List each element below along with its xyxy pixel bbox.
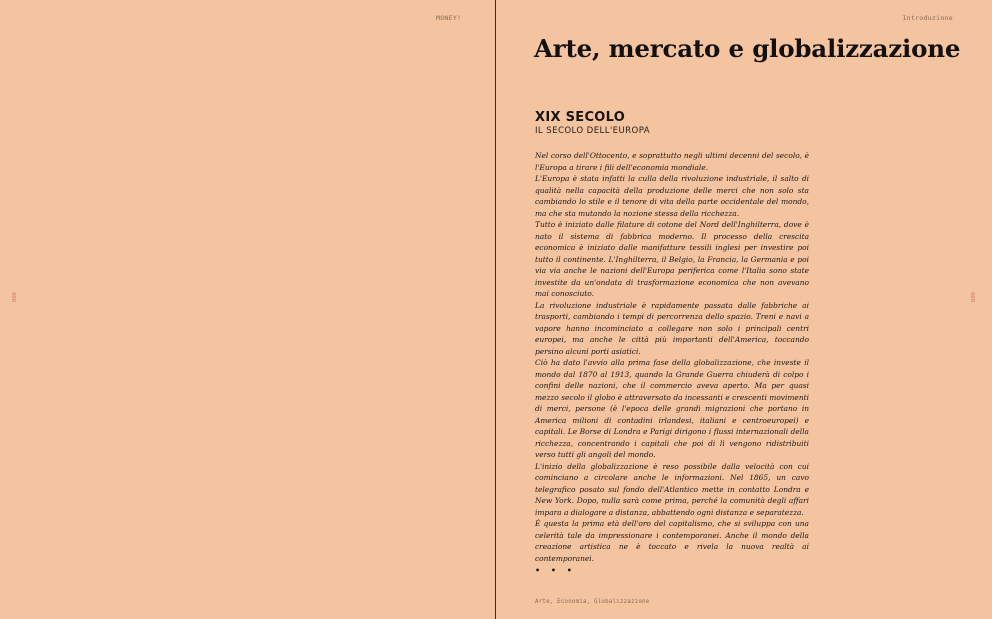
page-title: Arte, mercato e globalizzazione [534, 34, 961, 63]
left-running-head: MONEY! [436, 14, 462, 22]
paragraph: Ciò ha dato l'avvio alla prima fase della globalizzazione, che investe il mondo dal 1870 al 1913, quando la Grande Guerra chiuderà di colpo i confini delle nazioni, che il commercio aveva aperto. Ma per quasi mezzo secolo il globo è attraversato da incessanti e crescenti movimenti di merci, persone (è l'epoca delle grandi migrazioni che portano in America milioni di contadini irlandesi, italiani e centroeuropei) e capitali. Le Borse di Londra e Parigi dirigono i flussi internazionali della ricchezza, concentrando i capitali che poi di lì vengono ridistribuiti verso tutti gli angoli del mondo. [535, 358, 809, 459]
paragraph: Tutto è iniziato dalle filature di cotone del Nord dell'Inghilterra, dove è nato il sistema di fabbrica moderno. Il processo della crescita economica è iniziato dalle manifatture tessili inglesi per investire poi tutto il continente. L'Inghilterra, il Belgio, la Francia, la Germania e poi via via anche le nazioni dell'Europa periferica come l'Italia sono state investite da un'ondata di trasformazione economica che non avevano mai conosciuto. [535, 220, 809, 298]
paragraph: La rivoluzione industriale è rapidamente passata dalle fabbriche ai trasporti, cambiando i tempi di percorrenza dello spazio. Treni e navi a vapore hanno incominciato a collegare non solo i principali centri europei, ma anche le città più importanti dell'America, toccando persino alcuni porti asiatici. [535, 300, 809, 356]
paragraph: L'inizio della globalizzazione è reso possibile dalla velocità con cui cominciano a circolare anche le informazioni. Nel 1865, un cavo telegrafico posato sul fondo dell'Atlantico mette in contatto Londra e New York. Dopo, nulla sarà come prima, perché la comunità degli affari impara a dialogare a distanza, abbattendo ogni distanza e separatezza. [535, 461, 809, 517]
paragraph: È questa la prima età dell'oro del capitalismo, che si sviluppa con una celerità tale da impressionare i contemporanei. Anche il mondo della creazione artistica ne è toccato e rivela la nuova realtà ai contemporanei. [535, 519, 809, 563]
end-marker: • • • [535, 566, 576, 575]
right-folio-marker: 000 [971, 292, 977, 302]
paragraph: Nel corso dell'Ottocento, e soprattutto negli ultimi decenni del secolo, è l'Europa a tirare i fili dell'economia mondiale. [535, 151, 809, 172]
paragraph: L'Europa è stata infatti la culla della rivoluzione industriale, il salto di qualità nella capacità della produzione delle merci che non solo sta cambiando lo stile e il tenore di vita della parte occidentale del mondo, ma che sta mutando la nozione stessa della ricchezza. [535, 174, 809, 218]
page-gutter-divider [495, 0, 496, 619]
section-title: XIX SECOLO [535, 110, 626, 125]
left-folio-marker: 000 [12, 292, 18, 302]
section-subtitle: IL SECOLO DELL'EUROPA [535, 126, 651, 136]
right-running-head: Introduzione [902, 14, 953, 22]
body-text [535, 150, 809, 564]
page-footer: Arte, Economia, Globalizzazione [535, 599, 650, 605]
